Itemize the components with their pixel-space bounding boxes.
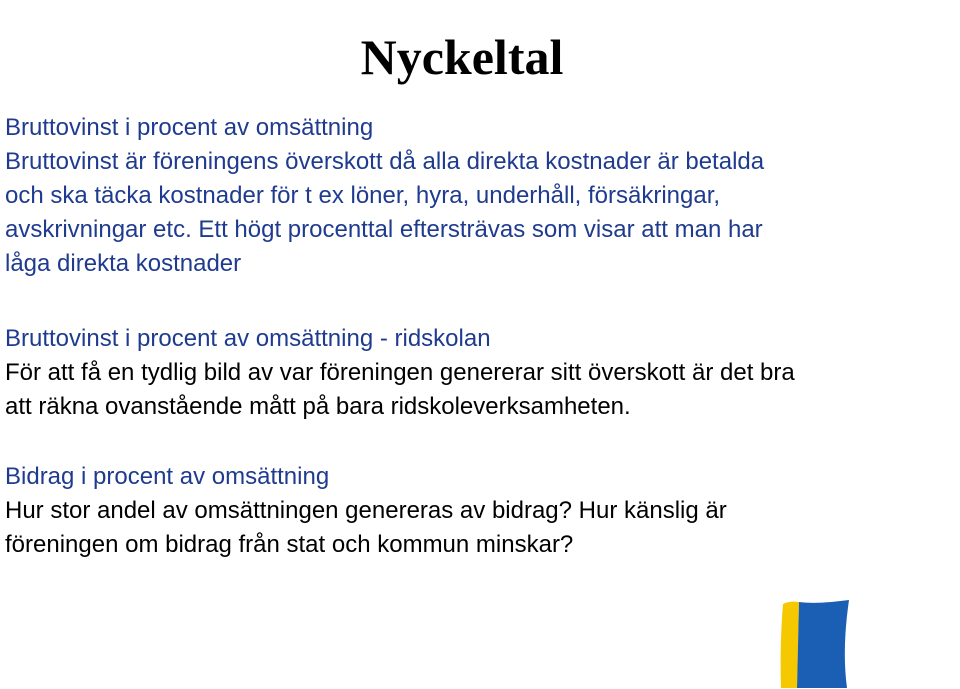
body-line: Bruttovinst är föreningens överskott då alla direkta kostnader är betalda	[5, 148, 765, 175]
section-body	[5, 145, 960, 281]
section-gross-profit	[5, 111, 960, 281]
body-line: Hur stor andel av omsättningen genereras av bidrag? Hur känslig är	[5, 497, 727, 524]
section-heading: Bruttovinst i procent av omsättning	[5, 114, 374, 141]
section-body	[5, 356, 960, 424]
section-heading: Bidrag i procent av omsättning	[5, 463, 330, 490]
section-grants	[5, 460, 960, 562]
yellow-stripe	[781, 602, 799, 688]
body-line: och ska täcka kostnader för t ex löner, hyra, underhåll, försäkringar,	[5, 182, 721, 209]
body-line: att räkna ovanstående mått på bara ridskoleverksamheten.	[5, 393, 631, 420]
page-title: Nyckeltal	[360, 28, 564, 85]
section-heading: Bruttovinst i procent av omsättning - ridskolan	[5, 325, 491, 352]
blue-stripe	[797, 600, 849, 688]
section-gross-profit-riding-school	[5, 322, 960, 424]
body-line: avskrivningar etc. Ett högt procenttal eftersträvas som visar att man har	[5, 216, 763, 243]
body-line: låga direkta kostnader	[5, 250, 242, 277]
body-line: föreningen om bidrag från stat och kommun minskar?	[5, 531, 574, 558]
body-line: För att få en tydlig bild av var föreningen genererar sitt överskott är det bra	[5, 359, 795, 386]
swedish-flag-stripes-icon	[775, 598, 855, 689]
section-body	[5, 494, 960, 562]
